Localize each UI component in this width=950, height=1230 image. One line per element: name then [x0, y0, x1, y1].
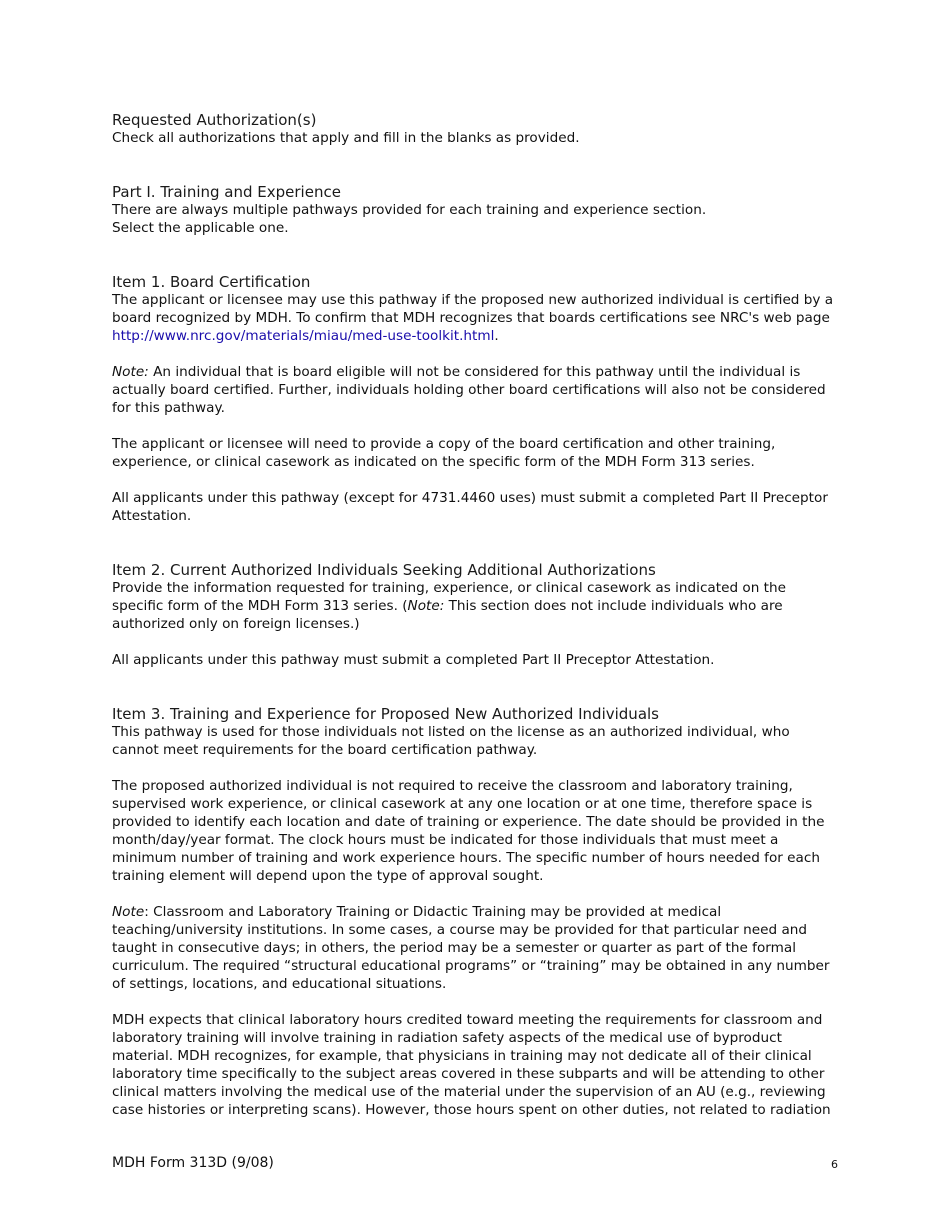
document-body	[112, 111, 840, 1119]
item-1-paragraph-1-end: .	[494, 328, 499, 344]
item-3-heading: Item 3. Training and Experience for Proposed New Authorized Individuals	[112, 705, 659, 723]
requested-authorizations-text: Check all authorizations that apply and fill in the blanks as provided.	[112, 130, 580, 146]
item-1-paragraph-3: The applicant or licensee will need to provide a copy of the board certification and other training, experience, or clinical casework as indicated on the specific form of the MDH Form 313 series.	[112, 436, 776, 470]
requested-authorizations-heading: Requested Authorization(s)	[112, 111, 317, 129]
item-3-paragraph-1: This pathway is used for those individuals not listed on the license as an authorized individual, who cannot meet requirements for the board certification pathway.	[112, 724, 790, 758]
nrc-toolkit-link[interactable]: http://www.nrc.gov/materials/miau/med-use-toolkit.html	[112, 328, 495, 344]
section-requested-authorizations	[112, 111, 840, 147]
item-3-note-text: : Classroom and Laboratory Training or Didactic Training may be provided at medical teaching/university institutions. In some cases, a course may be provided for that particular need and taught in consecutive days; in others, the period may be a semester or quarter as part of the formal curriculum. The required “structural educational programs” or “training” may be obtained in any number of settings, locations, and educational situations.	[112, 904, 830, 992]
item-3-paragraph-4: MDH expects that clinical laboratory hours credited toward meeting the requirements for classroom and laboratory training will involve training in radiation safety aspects of the medical use of byproduct material. MDH recognizes, for example, that physicians in training may not dedicate all of their clinical laboratory time specifically to the subject areas covered in these subparts and will be attending to other clinical matters involving the medical use of the material under the supervision of an AU (e.g., reviewing case histories or interpreting scans). However, those hours spent on other duties, not related to radiation	[112, 1012, 831, 1118]
item-1-note-label: Note:	[112, 364, 149, 380]
footer-form-id: MDH Form 313D (9/08)	[112, 1155, 274, 1171]
item-1-note-text: An individual that is board eligible will not be considered for this pathway until the individual is actually board certified. Further, individuals holding other board certifications will also not be considered for this pathway.	[112, 364, 826, 416]
item-1-heading: Item 1. Board Certification	[112, 273, 311, 291]
item-1-paragraph-1-text: The applicant or licensee may use this pathway if the proposed new authorized individual is certified by a board recognized by MDH. To confirm that MDH recognizes that boards certifications see NRC's web page	[112, 292, 834, 326]
item-2-paragraph-1	[112, 579, 840, 633]
footer-page-number: 6	[831, 1158, 838, 1171]
item-2-note-label: Note:	[407, 598, 445, 614]
item-3-note-label: Note	[112, 904, 145, 920]
item-1-paragraph-4: All applicants under this pathway (except for 4731.4460 uses) must submit a completed Part II Preceptor Attestation.	[112, 490, 828, 524]
item-3-paragraph-2: The proposed authorized individual is not required to receive the classroom and laboratory training, supervised work experience, or clinical casework at any one location or at one time, therefore space is provided to identify each location and date of training or experience. The date should be provided in the month/day/year format. The clock hours must be indicated for those individuals that must meet a minimum number of training and work experience hours. The specific number of hours needed for each training element will depend upon the type of approval sought.	[112, 778, 825, 884]
item-2-paragraph-2: All applicants under this pathway must submit a completed Part II Preceptor Attestation.	[112, 652, 715, 668]
part-1-heading: Part I. Training and Experience	[112, 183, 341, 201]
item-1-paragraph-1	[112, 291, 840, 345]
item-2-heading: Item 2. Current Authorized Individuals Seeking Additional Authorizations	[112, 561, 656, 579]
item-2-paragraph-1-start: Provide the information requested for training, experience, or clinical casework as indicated on the specific form of the MDH Form 313 series. (	[112, 580, 786, 614]
section-item-1	[112, 273, 840, 525]
item-3-note	[112, 903, 840, 993]
section-item-2	[112, 561, 840, 669]
part-1-line-2: Select the applicable one.	[112, 220, 289, 236]
item-2-paragraph-1-end: This section does not include individuals who are authorized only on foreign licenses.)	[112, 598, 783, 632]
section-part-1	[112, 183, 840, 237]
part-1-line-1: There are always multiple pathways provided for each training and experience section.	[112, 202, 707, 218]
item-1-note	[112, 363, 840, 417]
section-item-3	[112, 705, 840, 1119]
